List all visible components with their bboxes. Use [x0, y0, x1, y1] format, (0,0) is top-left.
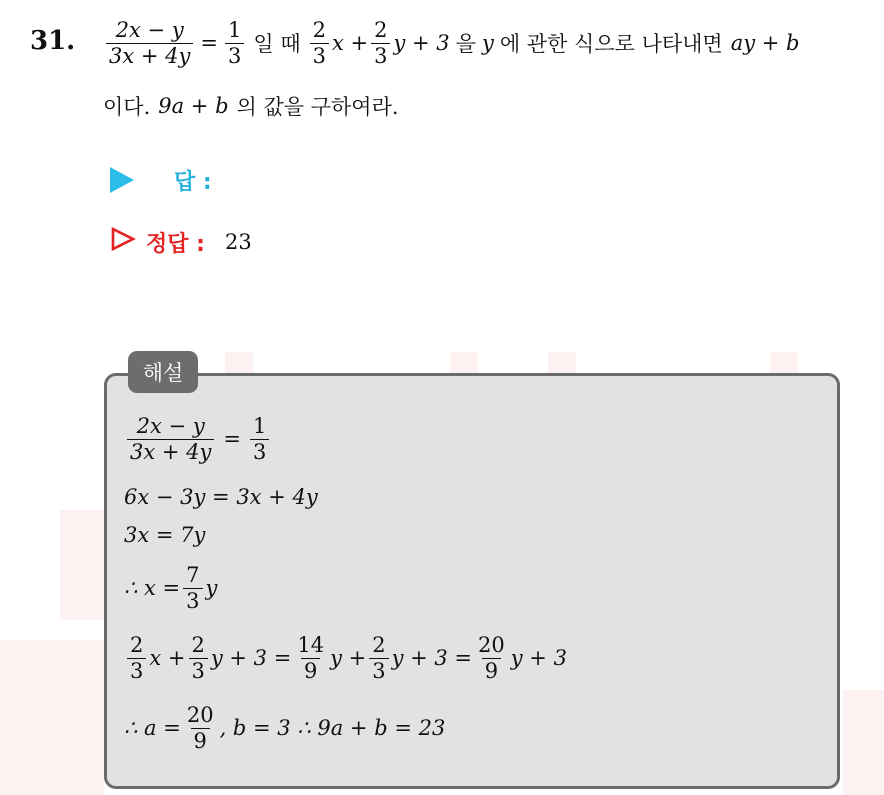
instruction-text: 에 관한 식으로 나타내면 [499, 32, 723, 56]
target-expression: 9a + b [158, 94, 229, 118]
equation-text: y + [330, 646, 367, 670]
given-fraction-right [225, 18, 244, 67]
solution-fraction [189, 633, 208, 682]
fraction-denominator: 3 [225, 43, 244, 68]
fraction-denominator: 9 [301, 658, 320, 683]
equation-text: y [205, 576, 218, 600]
fraction-numerator: 2 [191, 633, 205, 658]
coef-fraction [310, 18, 329, 67]
background-artifact [770, 352, 798, 374]
instruction-text: 의 값을 구하여라. [236, 95, 399, 119]
background-artifact [0, 640, 104, 795]
equals-sign: = [223, 427, 241, 451]
variable-y: y [481, 31, 494, 55]
fraction-numerator: 7 [186, 563, 200, 588]
fraction-denominator: 3 [183, 588, 202, 613]
fraction-numerator: 2x − y [136, 414, 205, 439]
target-form: ay + b [730, 31, 800, 55]
solution-fraction [294, 633, 327, 682]
answer-label: 답 : [174, 169, 212, 195]
expression-term: y + 3 [393, 31, 450, 55]
solution-line-6 [124, 696, 445, 760]
equation-text: y + 3 [510, 646, 567, 670]
fraction-denominator: 3 [371, 43, 390, 68]
solution-line-1 [124, 408, 272, 470]
equation-text: ∴ a = [124, 716, 181, 740]
particle-text: 을 [455, 32, 476, 56]
fraction-denominator: 3x + 4y [106, 43, 193, 68]
fraction-numerator: 2 [372, 633, 386, 658]
fraction-denominator: 9 [482, 658, 501, 683]
background-artifact [843, 690, 884, 795]
solution-line-4 [124, 556, 217, 620]
question-line-1 [103, 8, 800, 78]
fraction-denominator: 9 [191, 728, 210, 753]
solution-line-3: 3x = 7y [124, 523, 206, 547]
solution-fraction [250, 414, 269, 463]
solution-tag: 해설 [128, 351, 198, 393]
fraction-denominator: 3 [250, 439, 269, 464]
fraction-numerator: 2 [374, 18, 388, 43]
fraction-numerator: 20 [186, 703, 214, 728]
solution-line-2: 6x − 3y = 3x + 4y [124, 485, 318, 509]
solution-line-5 [124, 626, 567, 690]
solution-fraction [475, 633, 508, 682]
equation-text: y + 3 = [391, 646, 473, 670]
equation-text: x + [149, 646, 186, 670]
correct-answer-value: 23 [224, 230, 252, 254]
fraction-denominator: 3x + 4y [127, 439, 214, 464]
background-artifact [225, 352, 253, 374]
background-artifact [548, 352, 576, 374]
fraction-numerator: 14 [297, 633, 325, 658]
equation-text: y + 3 = [210, 646, 292, 670]
equation-text: ∴ x = [124, 576, 181, 600]
outline-triangle-icon [110, 226, 136, 258]
solution-fraction [183, 563, 202, 612]
question-number: 31. [30, 26, 76, 56]
solution-fraction [127, 414, 214, 463]
given-fraction-left [106, 18, 193, 67]
background-artifact [60, 510, 104, 620]
equation-text: , b = 3 ∴ 9a + b = 23 [219, 716, 446, 740]
coef-fraction [371, 18, 390, 67]
fraction-numerator: 2 [312, 18, 326, 43]
question-line-2 [103, 86, 399, 126]
solution-fraction [127, 633, 146, 682]
correct-answer-label: 정답 : [146, 231, 205, 257]
correct-answer-row [110, 224, 252, 260]
expression-term: x + [331, 31, 369, 55]
fraction-denominator: 3 [310, 43, 329, 68]
fraction-denominator: 3 [189, 658, 208, 683]
background-artifact [450, 352, 478, 374]
solution-fraction [369, 633, 388, 682]
fraction-numerator: 20 [478, 633, 505, 658]
fraction-numerator: 1 [227, 18, 242, 43]
fraction-denominator: 3 [127, 658, 146, 683]
fraction-numerator: 2 [130, 633, 144, 658]
sentence-end-text: 이다. [103, 95, 151, 119]
solution-fraction [184, 703, 217, 752]
fraction-numerator: 2x − y [115, 18, 184, 43]
fraction-denominator: 3 [369, 658, 388, 683]
condition-text: 일 때 [253, 32, 301, 56]
equals-sign: = [200, 31, 218, 55]
fraction-numerator: 1 [252, 414, 267, 439]
play-triangle-icon [110, 167, 134, 193]
answer-row [110, 162, 232, 198]
